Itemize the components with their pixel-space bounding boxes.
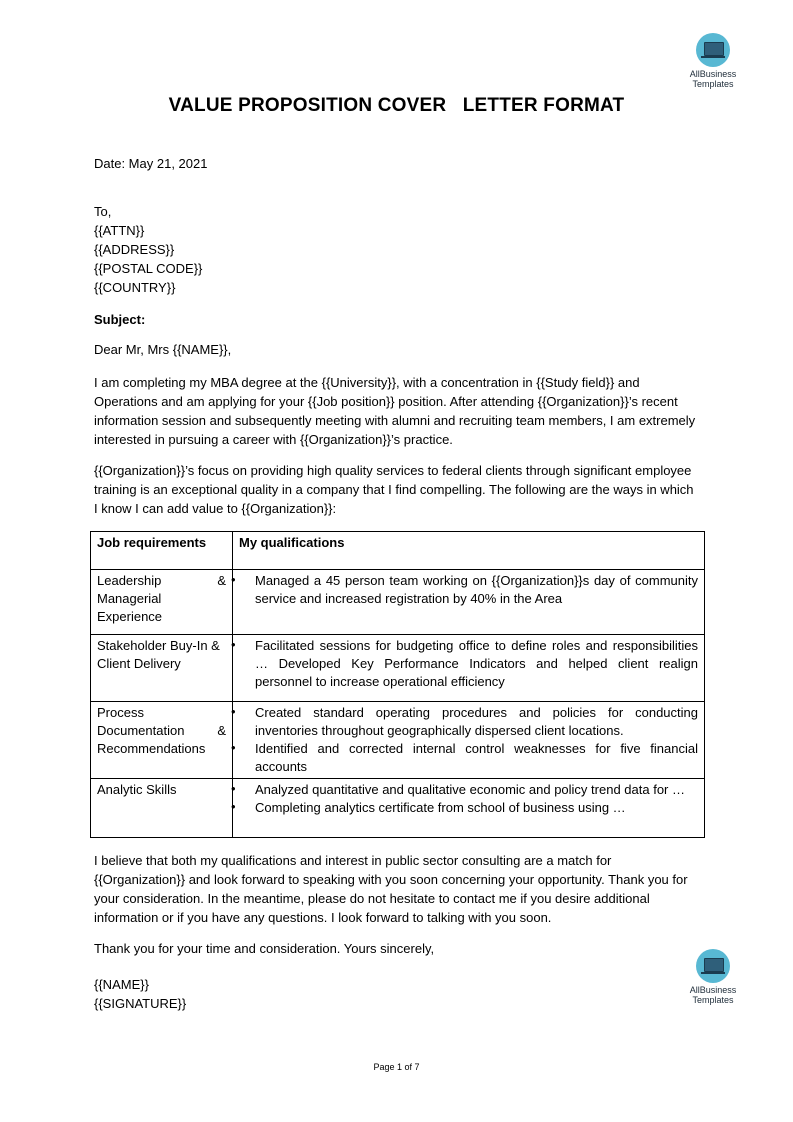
qualification-bullet: • Managed a 45 person team working on {{Organization}}s day of community service and increased registration by 40% in the Area [255,572,698,608]
qualification-bullet: • Facilitated sessions for budgeting office to define roles and responsibilities … Developed Key Performance Indicators and helped client realign personnel to increase operational efficiency [255,637,698,691]
logo-text [673,985,753,1005]
qualification-bullet: • Created standard operating procedures and policies for conducting inventories throughout geographically dispersed client locations. [255,704,698,740]
requirement-text: Recommendations [97,741,206,756]
requirement-text: Leadership [97,573,162,588]
requirement-text: Stakeholder Buy-In & [97,638,220,653]
date-line: Date: May 21, 2021 [94,156,208,171]
requirement-text: Analytic Skills [97,782,177,797]
logo-line2: Templates [692,79,734,89]
requirement-text: & [217,573,226,588]
requirement-text: & [217,723,226,738]
document-title [0,95,793,117]
qualification-cell [233,635,705,702]
table-header-row [91,532,705,570]
logo-text [673,69,753,89]
page-number: Page 1 of 7 [373,1062,420,1072]
logo-line1: AllBusiness [689,69,737,79]
paragraph-closing: I believe that both my qualifications and interest in public sector consulting are a match for {{Organization}} and look forward to speaking with you soon concerning your opportunity. Thank you for your consideration. In the meantime, please do not hesitate to contact me if you desire additional information or if you have any questions. I look forward to talking with you soon. [94,853,688,925]
closing-signature: {{SIGNATURE}} [94,996,187,1011]
address-postal: {{POSTAL CODE}} [94,261,203,276]
requirement-text: Client Delivery [97,656,181,671]
title-part2: LETTER FORMAT [462,95,625,116]
table-row [91,570,705,635]
logo-line2: Templates [692,995,734,1005]
address-block [94,202,202,297]
allbusiness-logo-bottom [673,949,753,1005]
table-row [91,635,705,702]
signature-block [94,975,186,1013]
header-job-requirements: Job requirements [91,532,233,570]
closing-name: {{NAME}} [94,977,149,992]
laptop-icon [696,949,730,983]
qualification-bullet: • Identified and corrected internal control weaknesses for five financial accounts [255,740,698,776]
address-attn: {{ATTN}} [94,223,145,238]
requirement-cell [91,635,233,702]
allbusiness-logo-top [673,33,753,89]
qualifications-table [90,531,705,838]
requirement-cell [91,779,233,838]
requirement-cell [91,570,233,635]
logo-line1: AllBusiness [689,985,737,995]
requirement-text: Process [97,705,144,720]
greeting: Dear Mr, Mrs {{NAME}}, [94,342,232,357]
address-to: To, [94,204,112,219]
header-my-qualifications: My qualifications [233,532,705,570]
requirement-cell [91,702,233,779]
qualification-bullet: • Completing analytics certificate from school of business using … [255,799,698,817]
paragraph-focus: {{Organization}}’s focus on providing high quality services to federal clients through significant employee training is an exceptional quality in a company that I find compelling. The following are the ways in which I know I can add value to {{Organization}}: [94,463,694,516]
address-country: {{COUNTRY}} [94,280,176,295]
laptop-icon [696,33,730,67]
requirement-text: Managerial Experience [97,591,163,624]
table-row [91,779,705,838]
qualification-cell [233,702,705,779]
paragraph-thanks: Thank you for your time and consideration. Yours sincerely, [94,941,435,956]
qualification-cell [233,779,705,838]
qualification-cell [233,570,705,635]
title-part1: VALUE PROPOSITION COVER [168,95,447,116]
qualification-bullet: • Analyzed quantitative and qualitative economic and policy trend data for … [255,781,698,799]
address-street: {{ADDRESS}} [94,242,175,257]
requirement-text: Documentation [97,723,185,738]
paragraph-intro: I am completing my MBA degree at the {{University}}, with a concentration in {{Study field}} and Operations and am applying for your {{Job position}} position. After attending {{Organization}}’s recent information session and subsequently meeting with alumni and recruiting team members, I am extremely interested in pursuing a career with {{Organization}}’s practice. [94,375,696,447]
subject-label: Subject: [94,312,146,327]
table-row [91,702,705,779]
